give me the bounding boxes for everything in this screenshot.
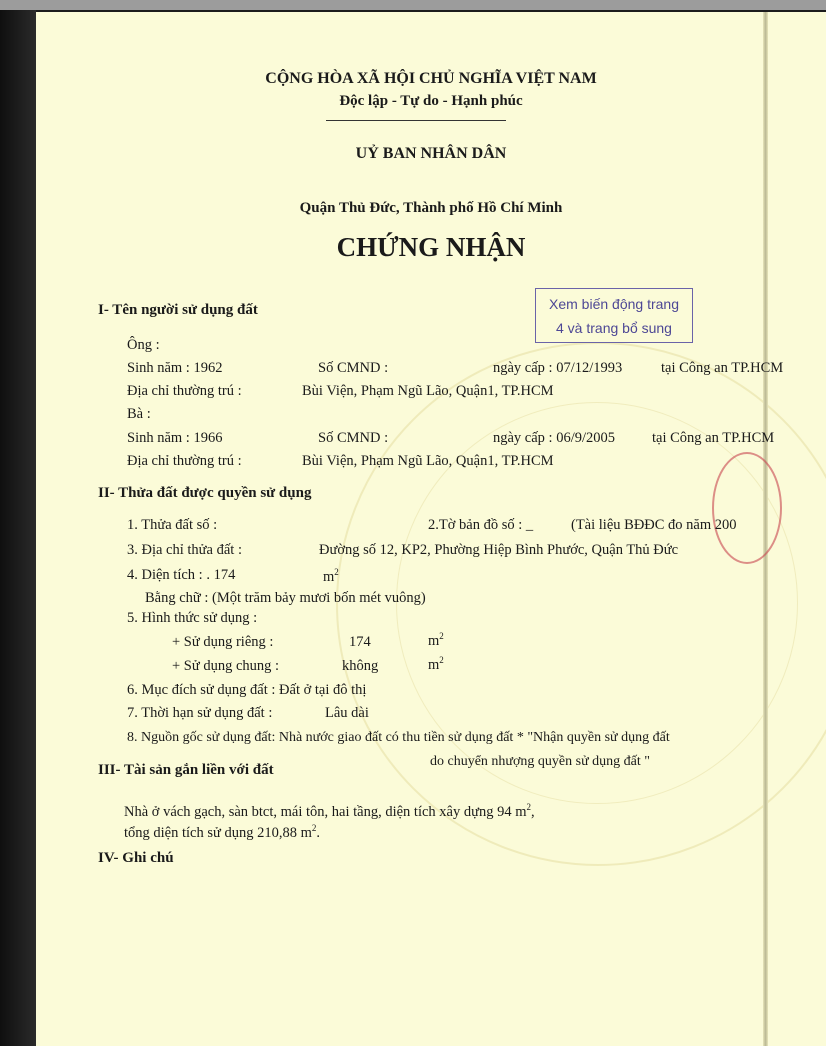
person1-label: Ông :: [127, 337, 160, 353]
stamp-line-2: 4 và trang bổ sung: [556, 320, 672, 336]
person1-address-label: Địa chỉ thường trú :: [127, 383, 242, 399]
asset-description-line-2: tổng diện tích sử dụng 210,88 $m^2$.: [124, 823, 321, 841]
person2-label: Bà :: [127, 406, 151, 422]
district-heading: Quận Thủ Đức, Thành phố Hồ Chí Minh: [299, 200, 563, 216]
land-origin-line-2: do chuyển nhượng quyền sử dụng đất ": [430, 754, 650, 769]
variation-stamp: [535, 288, 693, 343]
private-use-value: 174: [349, 634, 371, 650]
private-use-unit: $m^2$: [428, 631, 444, 649]
top-bar: [0, 0, 826, 10]
person1-address: Bùi Viện, Phạm Ngũ Lão, Quận1, TP.HCM: [302, 383, 554, 399]
common-use-unit: $m^2$: [428, 655, 444, 673]
section-2-heading: II- Thửa đất được quyền sử dụng: [98, 485, 312, 501]
section-3-heading: III- Tài sản gắn liền với đất: [98, 762, 274, 778]
person2-issue-place: tại Công an TP.HCM: [652, 430, 775, 446]
parcel-address-label: 3. Địa chỉ thửa đất :: [127, 542, 242, 558]
person1-id-label: Số CMND :: [318, 360, 389, 376]
person2-issue-date: ngày cấp : 06/9/2005: [493, 430, 616, 446]
common-use-label: + Sử dụng chung :: [172, 658, 280, 674]
country-heading: CỘNG HÒA XÃ HỘI CHỦ NGHĨA VIỆT NAM: [265, 70, 597, 87]
private-use-label: + Sử dụng riêng :: [172, 634, 274, 650]
common-use-value: không: [342, 658, 379, 674]
section-1-heading: I- Tên người sử dụng đất: [98, 302, 258, 318]
committee-heading: UỶ BAN NHÂN DÂN: [355, 145, 507, 162]
person1-birth: Sinh năm : 1962: [127, 360, 223, 376]
land-purpose: 6. Mục đích sử dụng đất : Đất ở tại đô thị: [127, 682, 367, 698]
stamp-line-1: Xem biến động trang: [549, 296, 679, 312]
section-4-heading: IV- Ghi chú: [98, 850, 174, 866]
map-document: (Tài liệu BĐĐC đo năm 200: [571, 517, 737, 533]
person1-issue-place: tại Công an TP.HCM: [661, 360, 784, 376]
land-origin-line-1: 8. Nguồn gốc sử dụng đất: Nhà nước giao đất có thu tiền sử dụng đất * "Nhận quyền sử dụng đất: [127, 730, 670, 745]
map-sheet: 2.Tờ bản đồ số : _: [428, 517, 534, 533]
person2-address: Bùi Viện, Phạm Ngũ Lão, Quận1, TP.HCM: [302, 453, 554, 469]
area-label: 4. Diện tích : . 174: [127, 567, 236, 583]
area-in-words: Bằng chữ : (Một trăm bảy mươi bốn mét vuông): [145, 590, 426, 606]
person2-address-label: Địa chỉ thường trú :: [127, 453, 242, 469]
motto: Độc lập - Tự do - Hạnh phúc: [339, 93, 523, 109]
asset-description-line-1: Nhà ở vách gạch, sàn btct, mái tôn, hai tầng, diện tích xây dựng 94 $m^2$,: [124, 802, 535, 820]
area-unit: $m^2$: [323, 567, 339, 585]
motto-underline: [326, 120, 506, 121]
person2-birth: Sinh năm : 1966: [127, 430, 223, 446]
person2-id-label: Số CMND :: [318, 430, 389, 446]
page-title: CHỨNG NHẬN: [336, 232, 526, 262]
parcel-address: Đường số 12, KP2, Phường Hiệp Bình Phước, Quận Thủ Đức: [319, 542, 679, 558]
term-label: 7. Thời hạn sử dụng đất :: [127, 705, 273, 721]
red-seal: [712, 452, 782, 564]
parcel-number: 1. Thửa đất số :: [127, 517, 218, 533]
person1-issue-date: ngày cấp : 07/12/1993: [493, 360, 623, 376]
term-value: Lâu dài: [325, 705, 369, 721]
usage-form-label: 5. Hình thức sử dụng :: [127, 610, 258, 626]
left-edge-shadow: [0, 10, 36, 1046]
